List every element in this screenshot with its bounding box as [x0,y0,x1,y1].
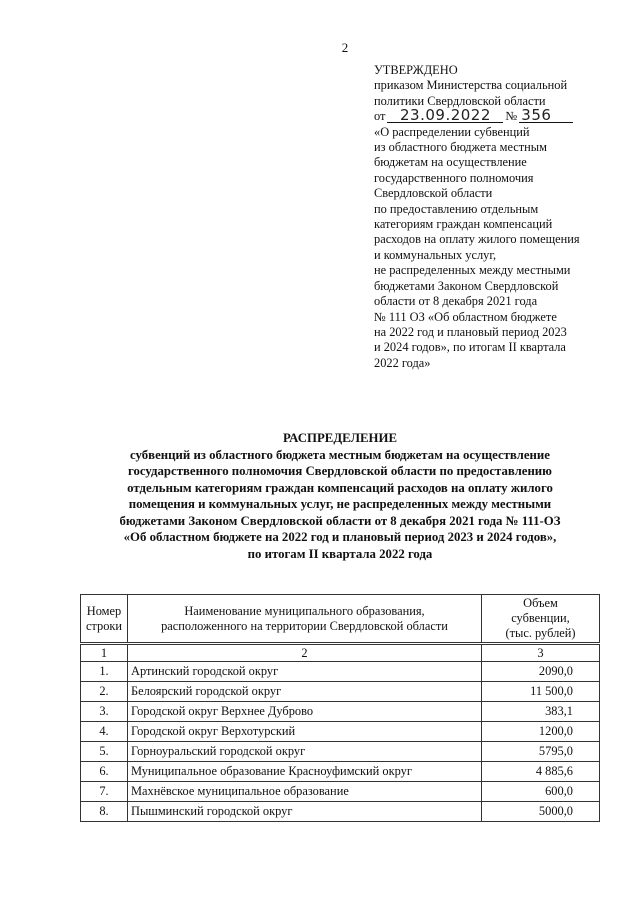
subvention-amount: 2090,0 [482,662,600,682]
municipality-name: Горноуральский городской округ [128,742,482,762]
header-text: строки [85,618,123,633]
subvention-amount: 5000,0 [482,802,600,822]
column-number: 3 [482,644,600,662]
municipality-name: Пышминский городской округ [128,802,482,822]
table-row [81,702,600,722]
header-text: субвенции, [511,611,570,625]
row-number: 7. [81,782,128,802]
table-row [81,682,600,702]
approval-line: из областного бюджета местным [374,140,547,155]
table-header-row [81,595,600,644]
approval-line: бюджетами Законом Свердловской [374,278,559,293]
municipality-name: Городской округ Верхотурский [128,722,482,742]
municipality-name: Махнёвское муниципальное образование [128,782,482,802]
handwritten-number: 356 [519,109,573,123]
header-text: Номер [86,603,122,618]
document-title [60,430,620,562]
row-number: 8. [81,802,128,822]
approval-line: «О распределении субвенций [374,124,530,139]
row-number: 6. [81,762,128,782]
approval-line: 2022 года» [374,355,431,370]
table-row [81,742,600,762]
municipality-name: Муниципальное образование Красноуфимский округ [128,762,482,782]
title-line: государственного полномочия Свердловской области по предоставлению [128,464,552,478]
approval-line: и 2024 годов», по итогам II квартала [374,340,566,355]
handwritten-date: 23.09.2022 [387,109,503,123]
subvention-amount: 11 500,0 [482,682,600,702]
approval-line: № 111 ОЗ «Об областном бюджете [374,309,557,324]
approval-line: приказом Министерства социальной [374,78,568,93]
subvention-amount: 600,0 [482,782,600,802]
column-number: 2 [128,644,482,662]
header-text: (тыс. рублей) [505,626,576,640]
approval-line: и коммунальных услуг, [374,247,497,262]
row-number: 1. [81,662,128,682]
municipality-name: Артинский городской округ [128,662,482,682]
title-line: «Об областном бюджете на 2022 год и плановый период 2023 и 2024 годов», [123,530,557,544]
approval-line: на 2022 год и плановый период 2023 [374,324,567,339]
title-line: помещения и коммунальных услуг, не распределенных между местными [128,497,552,511]
approval-line: категориям граждан компенсаций [374,217,553,232]
subvention-amount: 1200,0 [482,722,600,742]
approval-line: бюджетам на осуществление [374,155,527,170]
table-row [81,802,600,822]
number-prefix: № [505,109,518,124]
row-number: 3. [81,702,128,722]
approval-line: области от 8 декабря 2021 года [374,294,538,309]
approval-line: политики Свердловской области [374,93,546,108]
table-row [81,722,600,742]
distribution-table [80,594,600,822]
column-number-row [81,644,600,662]
approval-line: по предоставлению отдельным [374,201,539,216]
subvention-amount: 383,1 [482,702,600,722]
title-line: по итогам II квартала 2022 года [247,546,433,561]
page-number: 2 [341,40,349,55]
column-number: 1 [81,644,128,662]
municipality-name: Белоярский городской округ [128,682,482,702]
title-line: бюджетами Законом Свердловской области от 8 декабря 2021 года № 111-ОЗ [119,513,561,528]
approval-block [374,63,624,371]
subvention-amount: 4 885,6 [482,762,600,782]
title-line: отдельным категориям граждан компенсаций расходов на оплату жилого [127,480,553,495]
table-row [81,782,600,802]
header-text: Наименование муниципального образования, [184,603,425,618]
approval-line: расходов на оплату жилого помещения [374,232,580,247]
subvention-amount: 5795,0 [482,742,600,762]
approval-line: Свердловской области [374,186,493,201]
header-text: Объем [523,596,558,610]
approval-line: государственного полномочия [374,170,534,185]
header-municipality [128,595,482,644]
row-number: 4. [81,722,128,742]
table-row [81,762,600,782]
title-heading: РАСПРЕДЕЛЕНИЕ [282,431,397,445]
approval-line: не распределенных между местными [374,263,571,278]
header-text: расположенного на территории Свердловской области [161,618,448,633]
table-row [81,662,600,682]
header-row-number [81,595,128,644]
approval-date-line [374,106,624,125]
title-line: субвенций из областного бюджета местным бюджетам на осуществление [130,447,550,462]
municipality-name: Городской округ Верхнее Дуброво [128,702,482,722]
row-number: 5. [81,742,128,762]
approval-heading: УТВЕРЖДЕНО [374,63,458,77]
row-number: 2. [81,682,128,702]
date-prefix: от [374,109,386,124]
header-amount [482,595,600,644]
